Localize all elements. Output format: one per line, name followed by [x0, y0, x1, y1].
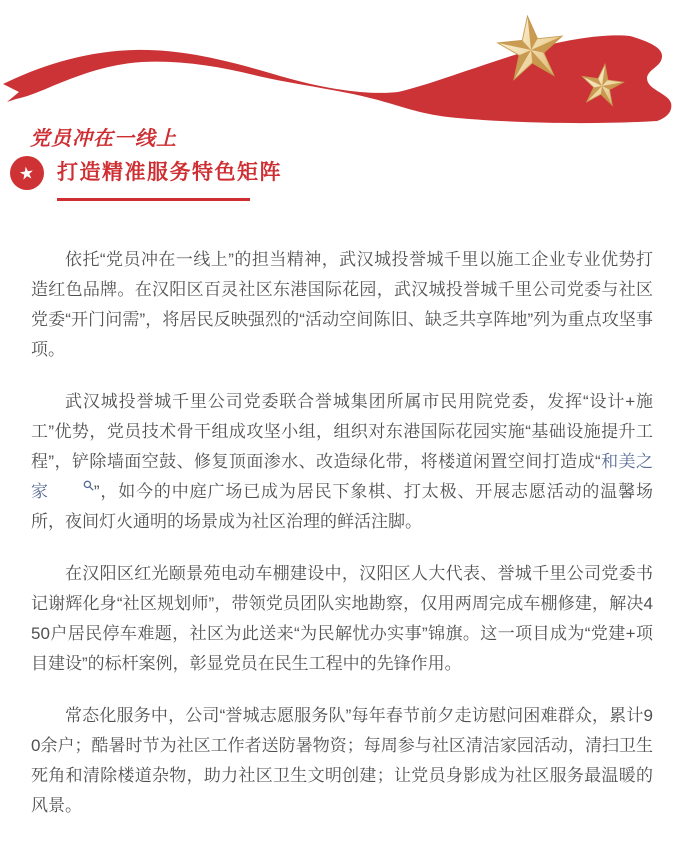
star-badge	[10, 156, 44, 190]
title-section	[0, 125, 684, 201]
paragraph-2	[31, 387, 653, 537]
paragraph-1: 依托“党员冲在一线上”的担当精神，武汉城投誉城千里以施工企业专业优势打造红色品牌。在汉阳区百灵社区东港国际花园，武汉城投誉城千里公司党委与社区党委“开门问需”，将居民反映强烈的“活动空间陈旧、缺乏共享阵地”列为重点攻坚事项。	[31, 250, 653, 359]
search-icon[interactable]	[49, 480, 94, 491]
title-underline	[57, 198, 250, 201]
article-body	[0, 201, 684, 821]
ribbon-banner-graphic	[0, 0, 684, 125]
red-ribbon	[3, 35, 671, 123]
paragraph-2-text-before: 武汉城投誉城千里公司党委联合誉城集团所属市民用院党委，发挥“设计+施工”优势，党员技术骨干组成攻坚小组，组织对东港国际花园实施“基础设施提升工程”，铲除墙面空鼓、修复顶面渗水、改造绿化带，将楼道闲置空间打造成“	[31, 392, 653, 471]
paragraph-3: 在汉阳区红光颐景苑电动车棚建设中，汉阳区人大代表、誉城千里公司党委书记谢辉化身“社区规划师”，带领党员团队实地勘察，仅用两周完成车棚修建，解决450户居民停车难题，社区为此送来“为民解忧办实事”锦旗。这一项目成为“党建+项目建设”的标杆案例，彰显党员在民生工程中的先锋作用。	[31, 564, 653, 673]
article-kicker: 党员冲在一线上	[30, 128, 177, 150]
banner	[0, 0, 684, 125]
star-icon: ★	[18, 162, 36, 184]
paragraph-4: 常态化服务中，公司“誉城志愿服务队”每年春节前夕走访慰问困难群众，累计90余户；酷暑时节为社区工作者送防暑物资；每周参与社区清洁家园活动，清扫卫生死角和清除楼道杂物，助力社区卫生文明创建；让党员身影成为社区服务最温暖的风景。	[31, 706, 653, 815]
paragraph-2-text-after: ”，如今的中庭广场已成为居民下象棋、打太极、开展志愿活动的温馨场所，夜间灯火通明的场景成为社区治理的鲜活注脚。	[31, 482, 653, 531]
search-link[interactable]: 和美之家	[31, 452, 653, 501]
article-title: 打造精准服务特色矩阵	[57, 161, 282, 184]
